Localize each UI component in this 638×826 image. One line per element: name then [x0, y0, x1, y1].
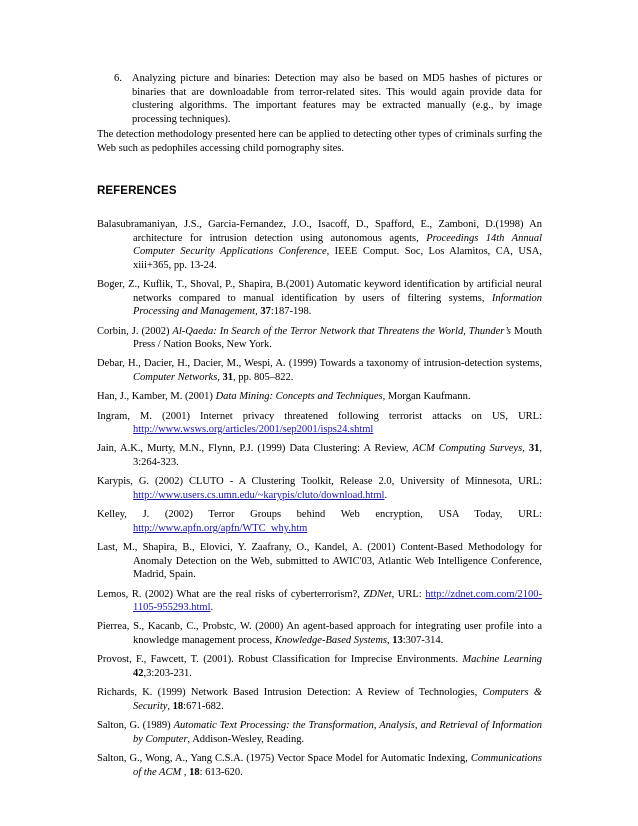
reference-italic-text: Computers & Security: [133, 687, 542, 712]
reference-entry: [97, 442, 542, 469]
reference-bold-text: 18: [189, 766, 200, 778]
reference-text: Lemos, R. (2002) What are the real risks of cyberterrorism?,: [97, 588, 364, 600]
reference-italic-text: Computer Networks: [133, 372, 218, 383]
list-item-text: Analyzing picture and binaries: Detection may also be based on MD5 hashes of pictures or binaries that are downloadable from terror-related sites. This would again provide data for clustering algorithms. The important features may be extracted manually (e.g., by image processing techniques).: [132, 73, 542, 125]
reference-italic-text: Proceedings 14th Annual Computer Security Applications Conference: [133, 232, 542, 258]
reference-entry: [97, 410, 542, 437]
reference-text: , Addison-Wesley, Reading.: [187, 733, 305, 745]
reference-entry: [97, 218, 542, 272]
reference-text: Mouth Press / Nation Books, New York.: [133, 325, 542, 351]
reference-text: , IEEE Comput. Soc, Los Alamitos, CA, USA, xiii+365, pp. 13-24.: [133, 246, 542, 271]
reference-entry: [97, 357, 542, 384]
reference-text: ,3:203-231.: [143, 667, 192, 679]
reference-text: ,: [522, 443, 529, 455]
reference-entry: [97, 588, 542, 615]
reference-bold-text: 42: [133, 667, 144, 679]
reference-bold-text: 13: [392, 635, 403, 646]
reference-url-link[interactable]: http://zdnet.com.com/2100-1105-955293.html: [133, 588, 542, 614]
reference-text: Balasubramaniyan, J.S., Garcia-Fernandez, J.O., Isacoff, D., Spafford, E., Zamboni, D.(1998) An architecture for intrusion detection using autonomous agents,: [97, 219, 542, 244]
reference-entry: [97, 278, 542, 319]
reference-italic-text: Automatic Text Processing: the Transformation, Analysis, and Retrieval of Information by Computer: [133, 720, 542, 745]
reference-italic-text: Machine Learning: [462, 654, 542, 666]
reference-entry: [97, 719, 542, 746]
reference-entry: [97, 390, 542, 404]
body-paragraph: The detection methodology presented here can be applied to detecting other types of criminals surfing the Web such as pedophiles accessing child pornography sites.: [97, 129, 542, 154]
reference-text: , 3:264-323.: [133, 443, 542, 469]
reference-text: ,: [167, 700, 173, 712]
list-item-number: 6.: [114, 73, 122, 84]
reference-entry: [97, 686, 542, 713]
reference-text: Han, J., Kamber, M. (2001): [97, 391, 216, 403]
reference-url-link[interactable]: http://www.users.cs.umn.edu/~karypis/cluto/download.html: [133, 489, 385, 501]
reference-italic-text: Al-Qaeda: In Search of the Terror Network that Threatens the World, Thunder’s: [172, 325, 512, 337]
reference-text: Debar, H., Dacier, H., Dacier, M., Wespi, A. (1999) Towards a taxonomy of intrusion-detection systems,: [97, 358, 542, 370]
reference-entry: [97, 620, 542, 647]
reference-text: Corbin, J. (2002): [97, 325, 173, 337]
reference-text: Ingram, M. (2001) Internet privacy threatened following terrorist attacks on US, URL:: [97, 410, 542, 422]
reference-text: , pp. 805–822.: [233, 372, 294, 383]
reference-text: Richards, K. (1999) Network Based Intrusion Detection: A Review of Technologies,: [97, 687, 483, 699]
reference-url-link[interactable]: http://www.apfn.org/apfn/WTC_why.htm: [133, 522, 308, 534]
reference-italic-text: Communications of the ACM: [133, 752, 542, 778]
reference-text: ,: [255, 306, 261, 318]
reference-entry: [97, 541, 542, 582]
reference-bold-text: 31: [528, 443, 540, 455]
reference-entry: [97, 325, 542, 352]
reference-text: ,: [181, 766, 190, 778]
reference-entry: [97, 752, 542, 779]
reference-entry: [97, 475, 542, 502]
reference-text: , URL:: [391, 588, 426, 600]
reference-text: .: [384, 489, 388, 501]
reference-bold-text: 18: [172, 700, 184, 712]
reference-text: Salton, G. (1989): [97, 720, 174, 732]
reference-text: Jain, A.K., Murty, M.N., Flynn, P.J. (1999) Data Clustering: A Review,: [97, 443, 413, 455]
reference-text: ,: [387, 635, 393, 646]
reference-italic-text: Information Processing and Management: [133, 292, 542, 318]
reference-bold-text: 37: [260, 306, 271, 318]
reference-italic-text: ACM Computing Surveys: [412, 443, 523, 455]
reference-text: Pierrea, S., Kacanb, C., Probstc, W. (2000) An agent-based approach for integrating user profile into a knowledge management process,: [97, 621, 542, 646]
reference-text: :307-314.: [402, 635, 444, 646]
reference-url-link[interactable]: http://www.wsws.org/articles/2001/sep2001/isps24.shtml: [133, 424, 374, 436]
reference-entry: [97, 653, 542, 680]
reference-italic-text: ZDNet: [363, 588, 392, 600]
reference-italic-text: Knowledge-Based Systems: [274, 635, 387, 646]
reference-text: Salton, G., Wong, A., Yang C.S.A. (1975) Vector Space Model for Automatic Indexing,: [97, 752, 471, 764]
reference-text: .: [210, 602, 214, 614]
reference-text: : 613-620.: [199, 766, 243, 778]
reference-bold-text: 31: [222, 372, 234, 383]
reference-text: Karypis, G. (2002) CLUTO - A Clustering Toolkit, Release 2.0, University of Minnesota, URL:: [97, 476, 542, 488]
reference-text: , Morgan Kaufmann.: [382, 391, 471, 403]
references-heading: REFERENCES: [97, 185, 177, 197]
reference-text: :187-198.: [270, 306, 312, 318]
reference-text: Kelley, J. (2002) Terror Groups behind Web encryption, USA Today, URL:: [97, 509, 542, 521]
reference-text: Boger, Z., Kuflik, T., Shoval, P., Shapira, B.(2001) Automatic keyword identification by artificial neural networks compared to manual identification by users of filtering systems,: [97, 279, 542, 304]
reference-text: ,: [217, 372, 223, 383]
references-list: [97, 218, 542, 785]
reference-entry: [97, 508, 542, 535]
reference-text: :671-682.: [183, 700, 224, 712]
reference-text: Last, M., Shapira, B., Elovici, Y. Zaafrany, O., Kandel, A. (2001) Content-Based Methodology for Anomaly Detection on the Web, submitted to AWIC'03, Atlantic Web Intelligence Conference, Madrid, Spain.: [97, 542, 542, 581]
numbered-list-item-6: [114, 72, 542, 126]
reference-italic-text: Data Mining: Concepts and Techniques: [215, 391, 383, 403]
reference-text: Provost, F., Fawcett, T. (2001). Robust Classification for Imprecise Environments.: [97, 654, 463, 666]
